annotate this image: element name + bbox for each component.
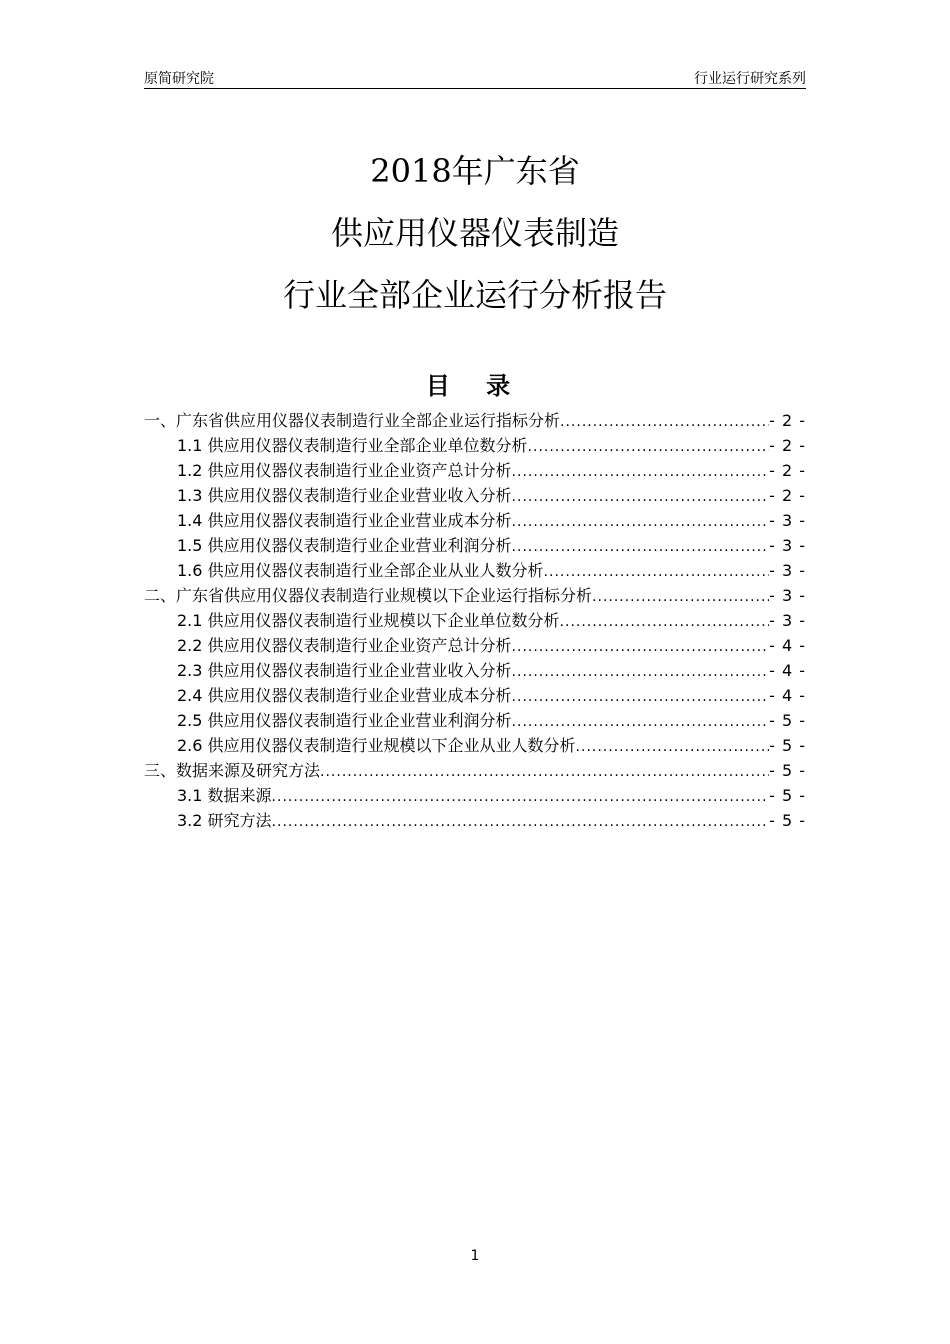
page-number: 1 [470, 1248, 480, 1264]
title-line-2: 供应用仪器仪表制造 [330, 214, 619, 252]
toc-leader [512, 460, 770, 485]
toc-entry[interactable] [144, 483, 806, 508]
toc-leader [512, 685, 770, 710]
toc-entry[interactable] [144, 808, 806, 833]
title-line-1: 2018年广东省 [370, 152, 580, 190]
toc-leader [512, 710, 770, 735]
toc-entry-text: 2.5 供应用仪器仪表制造行业企业营业利润分析 [177, 711, 512, 730]
toc-entry-page: - 3 - [769, 586, 806, 605]
toc-leader [560, 610, 770, 635]
toc-entry-text: 1.2 供应用仪器仪表制造行业企业资产总计分析 [177, 461, 512, 480]
toc-leader [512, 485, 770, 510]
toc-entry-text: 1.1 供应用仪器仪表制造行业全部企业单位数分析 [177, 436, 528, 455]
toc-entry-page: - 5 - [769, 786, 806, 805]
toc-entry-text: 二、广东省供应用仪器仪表制造行业规模以下企业运行指标分析 [144, 586, 593, 605]
toc-entry-page: - 3 - [769, 536, 806, 555]
toc-leader [512, 635, 770, 660]
toc-entry[interactable] [144, 708, 806, 733]
toc-leader [512, 510, 770, 535]
toc-entry-text: 1.5 供应用仪器仪表制造行业企业营业利润分析 [177, 536, 512, 555]
toc-leader [320, 760, 769, 785]
toc-entry-text: 1.4 供应用仪器仪表制造行业企业营业成本分析 [177, 511, 512, 530]
toc-leader [272, 810, 770, 835]
header-series: 行业运行研究系列 [694, 71, 806, 87]
toc-entry-page: - 5 - [769, 736, 806, 755]
title-line-3: 行业全部企业运行分析报告 [282, 276, 667, 314]
toc-entry[interactable] [144, 558, 806, 583]
toc-leader [544, 560, 770, 585]
toc-entry-page: - 3 - [769, 511, 806, 530]
toc-leader [512, 660, 770, 685]
toc-entry-page: - 2 - [769, 486, 806, 505]
toc-entry[interactable] [144, 508, 806, 533]
toc-entry[interactable] [144, 408, 806, 433]
toc-entry-text: 2.4 供应用仪器仪表制造行业企业营业成本分析 [177, 686, 512, 705]
page-header [144, 66, 806, 89]
toc-leader [528, 435, 770, 460]
toc-entry[interactable] [144, 683, 806, 708]
toc-entry-text: 2.2 供应用仪器仪表制造行业企业资产总计分析 [177, 636, 512, 655]
toc-entry-text: 3.2 研究方法 [177, 811, 272, 830]
toc-entry-page: - 3 - [769, 611, 806, 630]
toc-entry-page: - 5 - [769, 711, 806, 730]
toc-entry[interactable] [144, 783, 806, 808]
table-of-contents [144, 408, 806, 833]
toc-entry[interactable] [144, 533, 806, 558]
toc-entry-text: 三、数据来源及研究方法 [144, 761, 321, 780]
toc-entry[interactable] [144, 733, 806, 758]
toc-leader [592, 585, 769, 610]
toc-leader [512, 535, 770, 560]
toc-leader [576, 735, 770, 760]
toc-entry-page: - 5 - [769, 811, 806, 830]
toc-entry[interactable] [144, 608, 806, 633]
toc-entry-text: 2.3 供应用仪器仪表制造行业企业营业收入分析 [177, 661, 512, 680]
toc-entry[interactable] [144, 583, 806, 608]
toc-entry-page: - 2 - [769, 436, 806, 455]
toc-entry-text: 2.1 供应用仪器仪表制造行业规模以下企业单位数分析 [177, 611, 560, 630]
toc-entry-page: - 4 - [769, 636, 806, 655]
toc-entry[interactable] [144, 433, 806, 458]
toc-entry-text: 一、广东省供应用仪器仪表制造行业全部企业运行指标分析 [144, 411, 561, 430]
toc-entry[interactable] [144, 633, 806, 658]
toc-leader [560, 410, 769, 435]
report-title [144, 140, 806, 326]
toc-entry[interactable] [144, 758, 806, 783]
toc-entry-page: - 2 - [769, 461, 806, 480]
toc-entry-text: 3.1 数据来源 [177, 786, 272, 805]
toc-entry-text: 1.6 供应用仪器仪表制造行业全部企业从业人数分析 [177, 561, 544, 580]
toc-leader [272, 785, 770, 810]
header-org: 原简研究院 [144, 71, 214, 87]
toc-entry-page: - 5 - [769, 761, 806, 780]
toc-entry-page: - 3 - [769, 561, 806, 580]
toc-entry-page: - 2 - [769, 411, 806, 430]
toc-entry-page: - 4 - [769, 686, 806, 705]
toc-heading: 目 录 [425, 372, 525, 400]
toc-entry[interactable] [144, 658, 806, 683]
toc-entry-text: 1.3 供应用仪器仪表制造行业企业营业收入分析 [177, 486, 512, 505]
toc-entry[interactable] [144, 458, 806, 483]
toc-entry-text: 2.6 供应用仪器仪表制造行业规模以下企业从业人数分析 [177, 736, 576, 755]
toc-entry-page: - 4 - [769, 661, 806, 680]
